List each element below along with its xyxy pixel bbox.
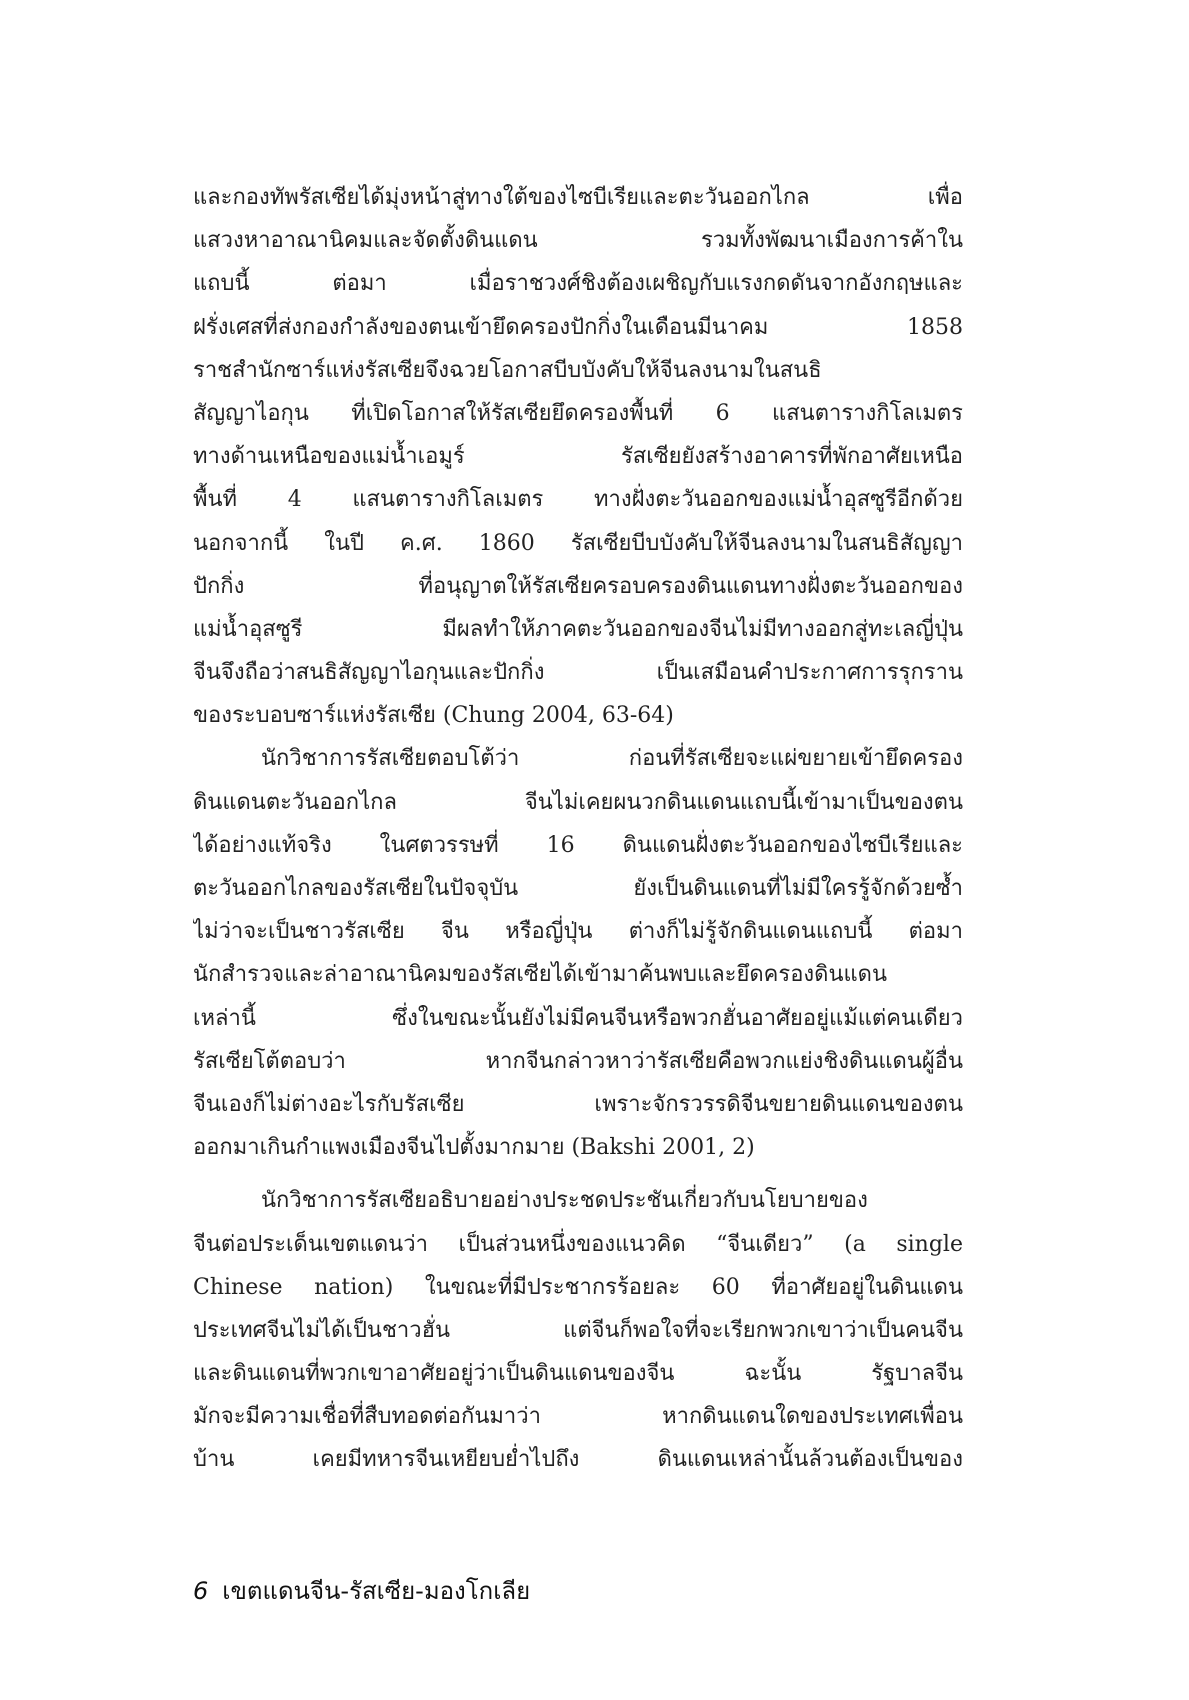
text-line-citation: ออกมาเกินกำแพงเมืองจีนไปตั้งมากมาย (Bakshi 2001, 2): [193, 1135, 755, 1161]
text-line: ไม่ว่าจะเป็นชาวรัสเซีย จีน หรือญี่ปุ่น ต่างก็ไม่รู้จักดินแดนแถบนี้ ต่อมา: [193, 919, 963, 945]
text-line-indented: นักวิชาการรัสเซียอธิบายอย่างประชดประชันเกี่ยวกับนโยบายของ: [261, 1188, 868, 1214]
text-line: สัญญาไอกุน ที่เปิดโอกาสให้รัสเซียยึดครองพื้นที่ 6 แสนตารางกิโลเมตร: [193, 400, 963, 426]
text-line: ราชสำนักซาร์แห่งรัสเซียจึงฉวยโอกาสบีบบังคับให้จีนลงนามในสนธิ: [193, 357, 822, 383]
text-line: นอกจากนี้ ในปี ค.ศ. 1860 รัสเซียบีบบังคับให้จีนลงนามในสนธิสัญญา: [193, 530, 963, 556]
page-footer: [193, 1571, 530, 1610]
text-line: แถบนี้ ต่อมา เมื่อราชวงศ์ชิงต้องเผชิญกับแรงกดดันจากอังกฤษและ: [193, 271, 963, 297]
paragraph-3: [193, 1179, 963, 1481]
text-line: จีนเองก็ไม่ต่างอะไรกับรัสเซีย เพราะจักรวรรดิจีนขยายดินแดนของตน: [193, 1091, 963, 1117]
text-line: และกองทัพรัสเซียได้มุ่งหน้าสู่ทางใต้ของไซบีเรียและตะวันออกไกล เพื่อ: [193, 185, 963, 210]
text-line: บ้าน เคยมีทหารจีนเหยียบย่ำไปถึง ดินแดนเหล่านั้นล้วนต้องเป็นของ: [193, 1447, 963, 1473]
text-line: เหล่านี้ ซึ่งในขณะนั้นยังไม่มีคนจีนหรือพวกฮั่นอาศัยอยู่แม้แต่คนเดียว: [193, 1005, 963, 1031]
text-line: ทางด้านเหนือของแม่น้ำเอมูร์ รัสเซียยังสร้างอาคารที่พักอาศัยเหนือ: [193, 444, 963, 470]
paragraph-2: [193, 737, 963, 1169]
text-line: พื้นที่ 4 แสนตารางกิโลเมตร ทางฝั่งตะวันออกของแม่น้ำอุสซูรีอีกด้วย: [193, 487, 963, 513]
text-line: แม่น้ำอุสซูรี มีผลทำให้ภาคตะวันออกของจีนไม่มีทางออกสู่ทะเลญี่ปุ่น: [193, 616, 963, 642]
paragraph-1: [193, 176, 963, 737]
text-line: รัสเซียโต้ตอบว่า หากจีนกล่าวหาว่ารัสเซียคือพวกแย่งชิงดินแดนผู้อื่น: [193, 1048, 963, 1074]
text-line: นักสำรวจและล่าอาณานิคมของรัสเซียได้เข้ามาค้นพบและยึดครองดินแดน: [193, 962, 887, 988]
text-line: ดินแดนตะวันออกไกล จีนไม่เคยผนวกดินแดนแถบนี้เข้ามาเป็นของตน: [193, 789, 963, 815]
text-line: ได้อย่างแท้จริง ในศตวรรษที่ 16 ดินแดนฝั่งตะวันออกของไซบีเรียและ: [193, 832, 963, 858]
text-line: Chinese nation) ในขณะที่มีประชากรร้อยละ 60 ที่อาศัยอยู่ในดินแดน: [193, 1274, 963, 1300]
text-line: ฝรั่งเศสที่ส่งกองกำลังของตนเข้ายึดครองปักกิ่งในเดือนมีนาคม 1858: [193, 314, 963, 340]
text-line: ปักกิ่ง ที่อนุญาตให้รัสเซียครอบครองดินแดนทางฝั่งตะวันออกของ: [193, 573, 963, 599]
page-number: 6: [193, 1577, 209, 1605]
body-text: [193, 176, 963, 1482]
text-line: จีนต่อประเด็นเขตแดนว่า เป็นส่วนหนึ่งของแนวคิด “จีนเดียว” (a single: [193, 1231, 963, 1257]
text-line-citation: ของระบอบซาร์แห่งรัสเซีย (Chung 2004, 63-64): [193, 703, 674, 729]
running-title: เขตแดนจีน-รัสเซีย-มองโกเลีย: [222, 1577, 531, 1605]
text-line-indented: นักวิชาการรัสเซียตอบโต้ว่า ก่อนที่รัสเซียจะแผ่ขยายเข้ายึดครอง: [261, 746, 963, 772]
text-line: ประเทศจีนไม่ได้เป็นชาวฮั่น แต่จีนก็พอใจที่จะเรียกพวกเขาว่าเป็นคนจีน: [193, 1317, 963, 1343]
text-line: แสวงหาอาณานิคมและจัดตั้งดินแดน รวมทั้งพัฒนาเมืองการค้าใน: [193, 228, 963, 254]
text-line: และดินแดนที่พวกเขาอาศัยอยู่ว่าเป็นดินแดนของจีน ฉะนั้น รัฐบาลจีน: [193, 1361, 963, 1387]
text-line: จีนจึงถือว่าสนธิสัญญาไอกุนและปักกิ่ง เป็นเสมือนคำประกาศการรุกราน: [193, 660, 963, 686]
text-line: ตะวันออกไกลของรัสเซียในปัจจุบัน ยังเป็นดินแดนที่ไม่มีใครรู้จักด้วยซ้ำ: [193, 876, 963, 901]
text-line: มักจะมีความเชื่อที่สืบทอดต่อกันมาว่า หากดินแดนใดของประเทศเพื่อน: [193, 1404, 963, 1430]
